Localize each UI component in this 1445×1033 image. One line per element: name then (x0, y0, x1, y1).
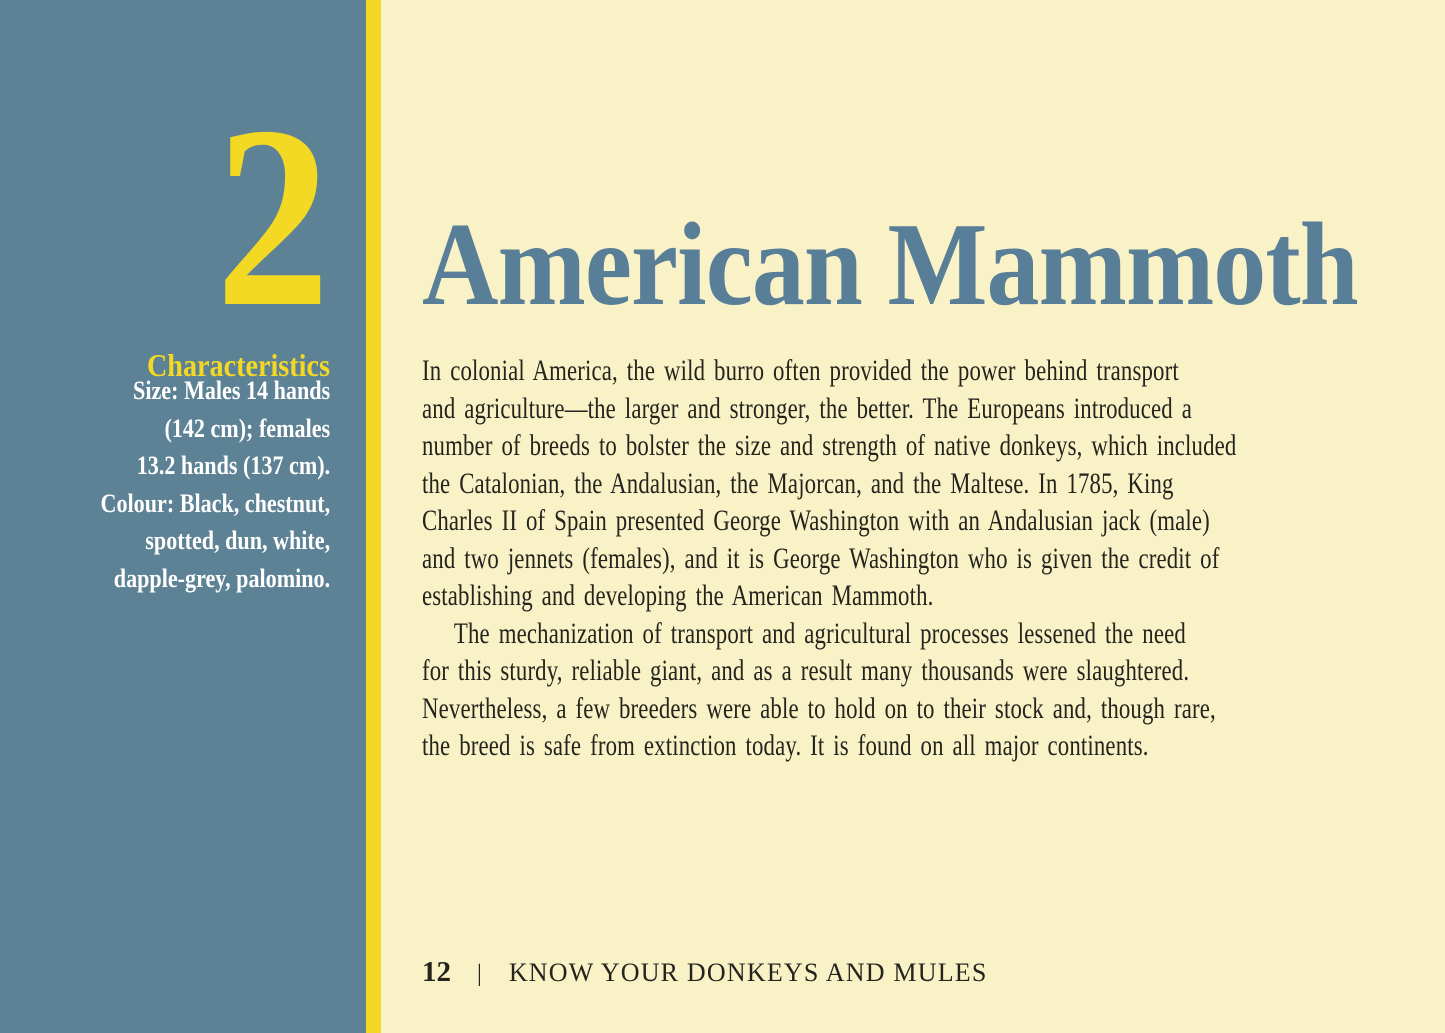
body-text-line: establishing and developing the American Mammoth. (422, 579, 934, 612)
chapter-number: 2 (215, 73, 330, 361)
footer-separator: | (477, 961, 482, 987)
divider-stripe (366, 0, 381, 1033)
body-paragraph-2 (422, 615, 1236, 765)
body-paragraph-1 (422, 352, 1236, 615)
page-title: American Mammoth (422, 198, 1358, 330)
body-text (422, 352, 1236, 765)
characteristics-line: Size: Males 14 hands (132, 376, 330, 405)
body-text-line: for this sturdy, reliable giant, and as a result many thousands were slaughtered. (422, 654, 1190, 687)
page-content (381, 0, 1445, 1033)
characteristics-text (100, 372, 330, 597)
body-text-line: In colonial America, the wild burro often provided the power behind transport (422, 354, 1179, 387)
sidebar (0, 0, 366, 1033)
body-text-line: and two jennets (females), and it is George Washington who is given the credit of (422, 541, 1220, 575)
book-title: KNOW YOUR DONKEYS AND MULES (508, 958, 988, 987)
body-text-line: number of breeds to bolster the size and strength of native donkeys, which included (422, 429, 1237, 462)
body-text-line: the breed is safe from extinction today. It is found on all major continents. (422, 729, 1149, 762)
characteristics-line: spotted, dun, white, (145, 526, 330, 555)
body-text-line: the Catalonian, the Andalusian, the Majorcan, and the Maltese. In 1785, King (422, 466, 1174, 500)
body-text-line: The mechanization of transport and agricultural processes lessened the need (453, 616, 1186, 650)
characteristics-heading: Characteristics (147, 347, 330, 383)
characteristics-line: 13.2 hands (137 cm). (136, 451, 330, 480)
body-text-line: and agriculture—the larger and stronger, the better. The Europeans introduced a (422, 391, 1192, 425)
page-footer (422, 956, 988, 989)
body-text-line: Charles II of Spain presented George Washington with an Andalusian jack (male) (422, 504, 1210, 537)
characteristics-line: Colour: Black, chestnut, (100, 488, 330, 518)
body-text-line: Nevertheless, a few breeders were able to hold on to their stock and, though rare, (422, 691, 1216, 725)
page-number: 12 (422, 956, 451, 988)
characteristics-line: dapple-grey, palomino. (113, 563, 330, 593)
characteristics-line: (142 cm); females (164, 413, 330, 443)
